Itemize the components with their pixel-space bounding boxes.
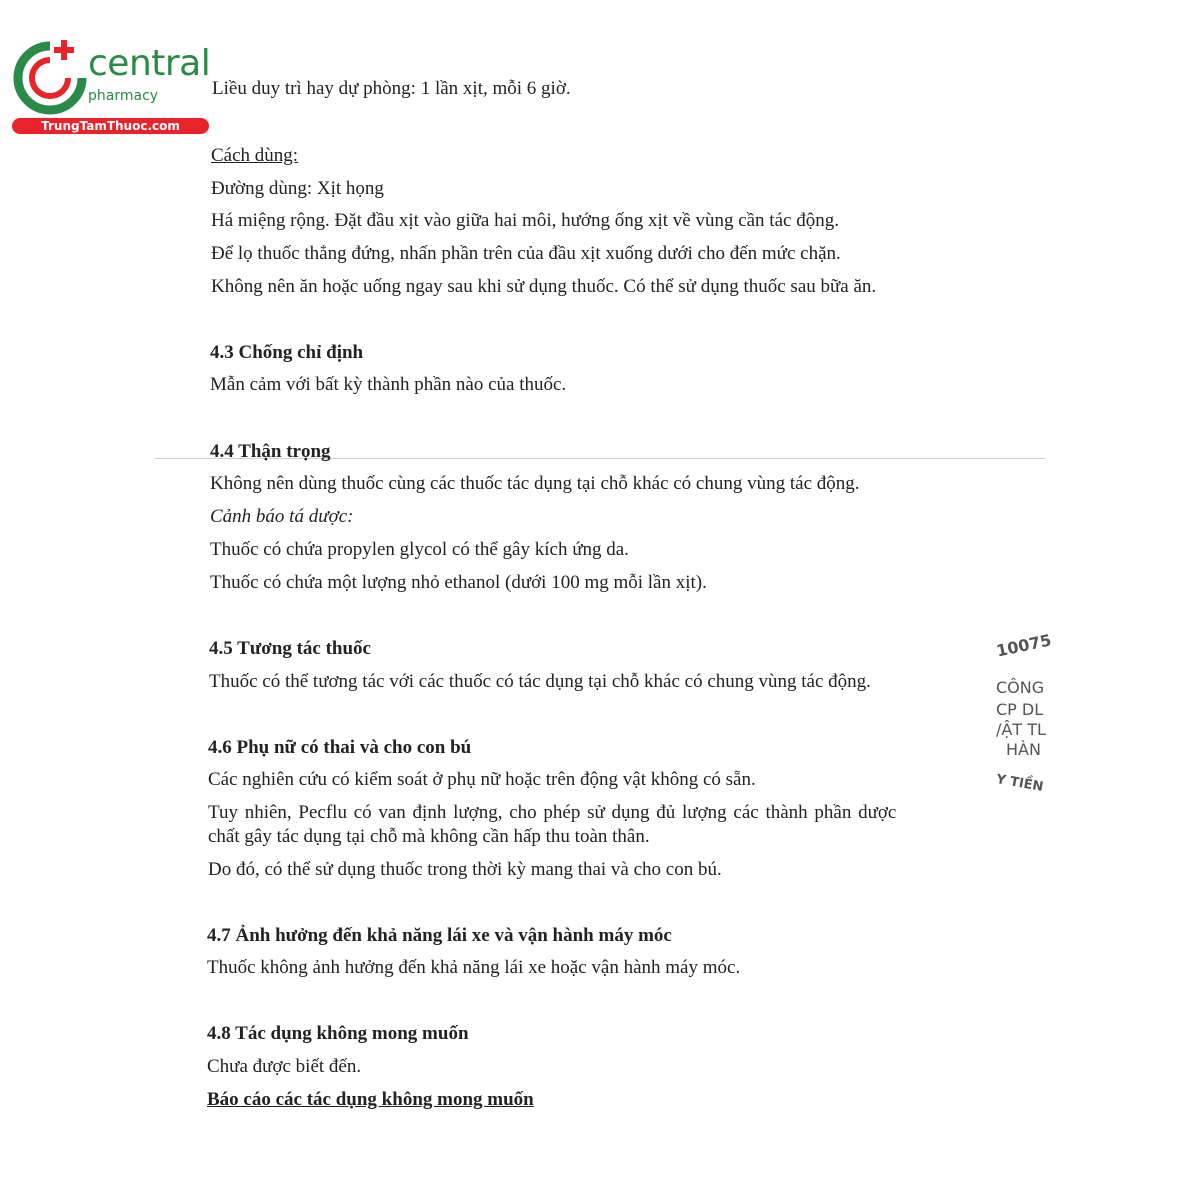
section-heading-4-4: 4.4 Thận trọng (210, 441, 331, 462)
logo-sub: pharmacy (88, 88, 159, 104)
usage-line: Há miệng rộng. Đặt đầu xịt vào giữa hai môi, hướng ống xịt về vùng cần tác động. (211, 210, 839, 231)
dose-text: Liều duy trì hay dự phòng: 1 lần xịt, mỗi 6 giờ. (212, 78, 571, 99)
stamp-text: Y TIỀN (995, 771, 1045, 796)
section-heading-4-7: 4.7 Ảnh hưởng đến khả năng lái xe và vận hành máy móc (207, 925, 672, 946)
stamp-text: CÔNG (996, 678, 1045, 697)
logo-mark-icon (10, 38, 90, 118)
logo-site: TrungTamThuoc.com (12, 118, 209, 134)
company-stamp (992, 628, 1054, 808)
section-heading-4-3: 4.3 Chống chỉ định (210, 342, 364, 363)
paragraph: Các nghiên cứu có kiểm soát ở phụ nữ hoặc trên động vật không có sẵn. (208, 769, 756, 790)
section-heading-4-5: 4.5 Tương tác thuốc (209, 638, 371, 659)
usage-line: Không nên ăn hoặc uống ngay sau khi sử dụng thuốc. Có thể sử dụng thuốc sau bữa ăn. (211, 276, 877, 297)
stamp-text: 10075 (994, 630, 1054, 661)
paragraph: Tuy nhiên, Pecflu có van định lượng, cho phép sử dụng đủ lượng các thành phần dược (208, 802, 897, 823)
stamp-text: CP DL (996, 700, 1044, 719)
usage-heading: Cách dùng: (211, 145, 299, 166)
paragraph: Thuốc có chứa một lượng nhỏ ethanol (dưới 100 mg mỗi lần xịt). (210, 572, 707, 593)
paragraph: chất gây tác dụng tại chỗ mà không cần hấp thu toàn thân. (208, 826, 650, 847)
usage-line: Đường dùng: Xịt họng (211, 178, 384, 199)
stamp-text: HÀN (1006, 740, 1041, 759)
section-heading-4-8: 4.8 Tác dụng không mong muốn (207, 1023, 469, 1044)
report-heading: Báo cáo các tác dụng không mong muốn (207, 1089, 534, 1110)
stamp-text: /ẬT TL (996, 720, 1046, 739)
paragraph: Không nên dùng thuốc cùng các thuốc tác dụng tại chỗ khác có chung vùng tác động. (210, 473, 860, 494)
usage-line: Để lọ thuốc thẳng đứng, nhấn phần trên của đầu xịt xuống dưới cho đến mức chặn. (211, 243, 841, 264)
paragraph: Do đó, có thể sử dụng thuốc trong thời kỳ mang thai và cho con bú. (208, 859, 722, 880)
logo-brand: central (88, 43, 211, 84)
paragraph: Thuốc có thể tương tác với các thuốc có tác dụng tại chỗ khác có chung vùng tác động. (209, 671, 871, 692)
paragraph: Thuốc không ảnh hưởng đến khả năng lái xe hoặc vận hành máy móc. (207, 957, 741, 978)
section-heading-4-6: 4.6 Phụ nữ có thai và cho con bú (208, 737, 472, 758)
paragraph: Thuốc có chứa propylen glycol có thể gây kích ứng da. (210, 539, 629, 560)
paragraph: Chưa được biết đến. (207, 1056, 362, 1077)
paragraph-italic: Cảnh báo tá dược: (210, 506, 354, 527)
paragraph: Mẫn cảm với bất kỳ thành phần nào của thuốc. (210, 374, 567, 395)
